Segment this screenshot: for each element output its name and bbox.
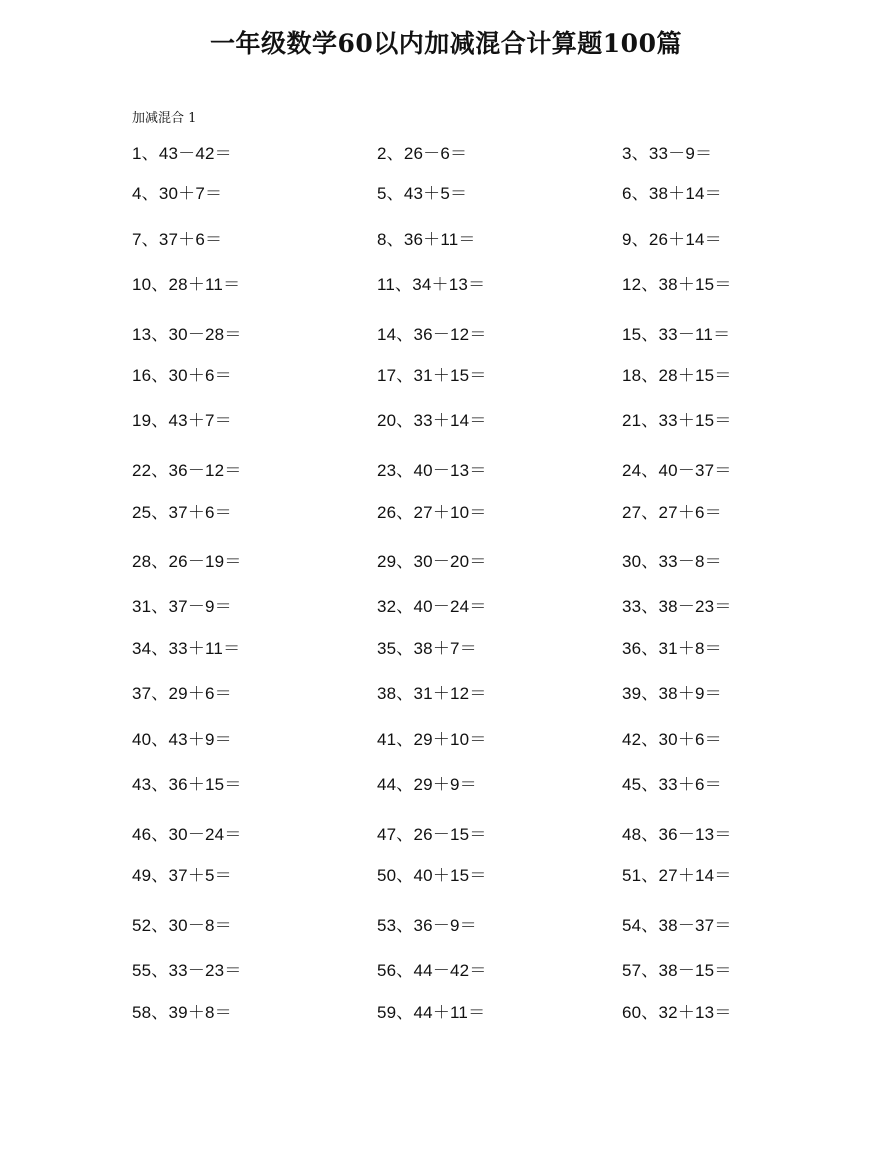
problem-row xyxy=(0,636,892,662)
math-problem: 39、38＋9＝ xyxy=(622,684,722,703)
math-problem: 55、33－23＝ xyxy=(132,961,242,980)
math-problem: 8、36＋11＝ xyxy=(377,230,476,249)
math-problem: 54、38－37＝ xyxy=(622,916,732,935)
problem-row xyxy=(0,549,892,575)
math-problem: 1、43－42＝ xyxy=(132,144,232,163)
problem-row xyxy=(0,681,892,707)
math-problem: 29、30－20＝ xyxy=(377,552,487,571)
math-problem: 34、33＋11＝ xyxy=(132,639,241,658)
problem-row xyxy=(0,363,892,389)
problem-row xyxy=(0,141,892,167)
problem-row xyxy=(0,408,892,434)
math-problem: 20、33＋14＝ xyxy=(377,411,487,430)
math-problem: 24、40－37＝ xyxy=(622,461,732,480)
problem-row xyxy=(0,958,892,984)
math-problem: 18、28＋15＝ xyxy=(622,366,732,385)
math-problem: 27、27＋6＝ xyxy=(622,503,722,522)
math-problem: 26、27＋10＝ xyxy=(377,503,487,522)
math-problem: 5、43＋5＝ xyxy=(377,184,468,203)
math-problem: 50、40＋15＝ xyxy=(377,866,487,885)
problem-row xyxy=(0,458,892,484)
problem-row xyxy=(0,181,892,207)
problem-row xyxy=(0,272,892,298)
problem-row xyxy=(0,322,892,348)
math-problem: 45、33＋6＝ xyxy=(622,775,722,794)
math-problem: 37、29＋6＝ xyxy=(132,684,232,703)
math-problem: 42、30＋6＝ xyxy=(622,730,722,749)
math-problem: 32、40－24＝ xyxy=(377,597,487,616)
math-problem: 15、33－11＝ xyxy=(622,325,731,344)
math-problem: 33、38－23＝ xyxy=(622,597,732,616)
math-problem: 10、28＋11＝ xyxy=(132,275,241,294)
math-problem: 57、38－15＝ xyxy=(622,961,732,980)
math-problem: 23、40－13＝ xyxy=(377,461,487,480)
problem-row xyxy=(0,1000,892,1026)
math-problem: 43、36＋15＝ xyxy=(132,775,242,794)
math-problem: 13、30－28＝ xyxy=(132,325,242,344)
math-problem: 30、33－8＝ xyxy=(622,552,722,571)
section-subtitle: 加减混合 1 xyxy=(132,111,197,126)
problem-row xyxy=(0,500,892,526)
math-problem: 25、37＋6＝ xyxy=(132,503,232,522)
math-problem: 56、44－42＝ xyxy=(377,961,487,980)
math-problem: 49、37＋5＝ xyxy=(132,866,232,885)
math-problem: 11、34＋13＝ xyxy=(377,275,486,294)
math-problem: 47、26－15＝ xyxy=(377,825,487,844)
math-problem: 60、32＋13＝ xyxy=(622,1003,732,1022)
math-problem: 36、31＋8＝ xyxy=(622,639,722,658)
math-problem: 9、26＋14＝ xyxy=(622,230,722,249)
math-problem: 17、31＋15＝ xyxy=(377,366,487,385)
math-problem: 3、33－9＝ xyxy=(622,144,713,163)
problem-row xyxy=(0,227,892,253)
problem-row xyxy=(0,822,892,848)
math-problem: 7、37＋6＝ xyxy=(132,230,223,249)
problem-row xyxy=(0,727,892,753)
page-title: 一年级数学60以内加减混合计算题100篇 xyxy=(210,29,682,58)
math-problem: 46、30－24＝ xyxy=(132,825,242,844)
math-problem: 51、27＋14＝ xyxy=(622,866,732,885)
math-problem: 44、29＋9＝ xyxy=(377,775,477,794)
math-problem: 2、26－6＝ xyxy=(377,144,468,163)
math-problem: 14、36－12＝ xyxy=(377,325,487,344)
math-problem: 35、38＋7＝ xyxy=(377,639,477,658)
math-problem: 19、43＋7＝ xyxy=(132,411,232,430)
problem-row xyxy=(0,594,892,620)
math-problem: 6、38＋14＝ xyxy=(622,184,722,203)
math-problem: 38、31＋12＝ xyxy=(377,684,487,703)
math-problem: 16、30＋6＝ xyxy=(132,366,232,385)
problem-row xyxy=(0,913,892,939)
math-problem: 31、37－9＝ xyxy=(132,597,232,616)
math-problem: 4、30＋7＝ xyxy=(132,184,223,203)
math-problem: 53、36－9＝ xyxy=(377,916,477,935)
problem-row xyxy=(0,863,892,889)
math-problem: 58、39＋8＝ xyxy=(132,1003,232,1022)
math-problem: 40、43＋9＝ xyxy=(132,730,232,749)
math-problem: 22、36－12＝ xyxy=(132,461,242,480)
math-problem: 12、38＋15＝ xyxy=(622,275,732,294)
problem-row xyxy=(0,772,892,798)
math-problem: 28、26－19＝ xyxy=(132,552,242,571)
math-problem: 21、33＋15＝ xyxy=(622,411,732,430)
math-problem: 52、30－8＝ xyxy=(132,916,232,935)
math-problem: 48、36－13＝ xyxy=(622,825,732,844)
math-problem: 41、29＋10＝ xyxy=(377,730,487,749)
math-problem: 59、44＋11＝ xyxy=(377,1003,486,1022)
